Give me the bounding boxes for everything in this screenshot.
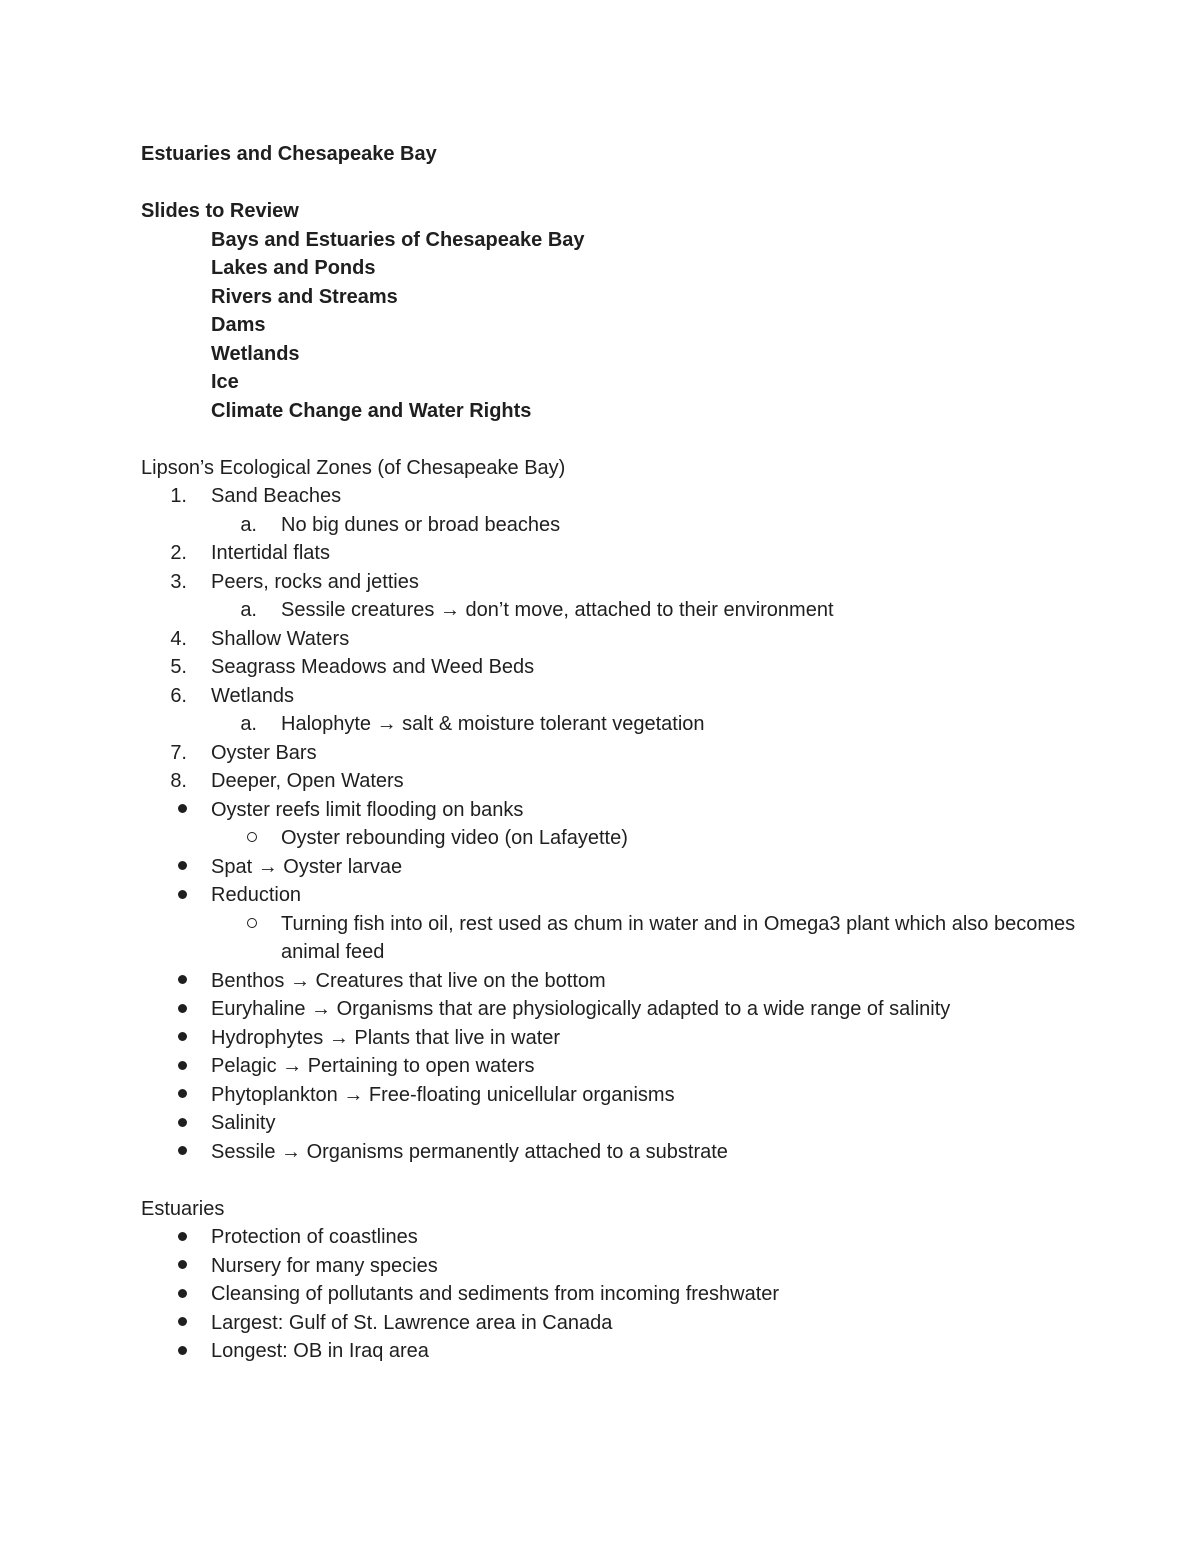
- hollow-bullet-icon: [211, 910, 269, 939]
- list-number: 5.: [170, 656, 187, 678]
- list-item-text: Oyster rebounding video (on Lafayette): [281, 827, 628, 849]
- page-title: Estuaries and Chesapeake Bay: [141, 143, 437, 165]
- zones-heading: Lipson’s Ecological Zones (of Chesapeake Bay): [141, 456, 566, 479]
- list-number: 4.: [170, 627, 187, 650]
- list-letter: a.: [240, 713, 257, 735]
- sub-list-item: [141, 710, 1200, 739]
- slide-item: Climate Change and Water Rights: [211, 399, 532, 422]
- bullet-icon: [141, 967, 199, 996]
- list-item-text: Turning fish into oil, rest used as chum in water and in Omega3 plant which also becomes animal feed: [281, 912, 1076, 963]
- list-item: [141, 682, 1200, 711]
- spacer: [141, 425, 1200, 454]
- slides-heading: Slides to Review: [141, 200, 299, 222]
- list-item: [141, 653, 1200, 682]
- list-number: 7.: [170, 741, 187, 764]
- bullet-icon: [141, 881, 199, 910]
- list-item-text: Sessile → Organisms permanently attached to a substrate: [211, 1140, 728, 1163]
- list-letter: a.: [240, 513, 257, 536]
- list-item-text: Seagrass Meadows and Weed Beds: [211, 656, 535, 678]
- bullet-icon: [141, 796, 199, 825]
- slide-item: Dams: [211, 314, 266, 336]
- bullet-icon: [141, 995, 199, 1024]
- list-item: [141, 1309, 1200, 1338]
- list-item-text: Pelagic → Pertaining to open waters: [211, 1055, 535, 1077]
- slide-item: Bays and Estuaries of Chesapeake Bay: [211, 228, 585, 251]
- list-item-text: Halophyte → salt & moisture tolerant vegetation: [281, 713, 705, 735]
- sub-list-item: [141, 596, 1200, 625]
- bullet-icon: [141, 1052, 199, 1081]
- list-item: [141, 625, 1200, 654]
- list-item-text: Wetlands: [211, 684, 295, 707]
- list-item: [141, 568, 1200, 597]
- slide-item: Ice: [211, 371, 239, 393]
- list-item-text: Nursery for many species: [211, 1254, 438, 1277]
- list-item-text: Hydrophytes → Plants that live in water: [211, 1026, 561, 1049]
- list-item: [141, 1052, 1200, 1081]
- bullet-icon: [141, 1138, 199, 1167]
- hollow-bullet-icon: [211, 824, 269, 853]
- list-item: [141, 1252, 1200, 1281]
- list-item-text: Deeper, Open Waters: [211, 770, 404, 792]
- bullet-icon: [141, 1024, 199, 1053]
- estuaries-heading: Estuaries: [141, 1197, 225, 1220]
- list-item: [141, 1081, 1200, 1110]
- list-item-text: Phytoplankton → Free-floating unicellular organisms: [211, 1083, 675, 1106]
- list-item-text: Sand Beaches: [211, 485, 342, 507]
- list-item: [141, 1280, 1200, 1309]
- list-item-text: Spat → Oyster larvae: [211, 855, 403, 878]
- bullet-icon: [141, 1109, 199, 1138]
- slide-item: Rivers and Streams: [211, 285, 398, 308]
- bullet-icon: [141, 1280, 199, 1309]
- list-item: [141, 967, 1200, 996]
- bullet-icon: [141, 1309, 199, 1338]
- list-item-text: Largest: Gulf of St. Lawrence area in Canada: [211, 1311, 613, 1334]
- list-item-text: Shallow Waters: [211, 627, 350, 650]
- sub-list-item: [141, 910, 1200, 967]
- list-item-text: Euryhaline → Organisms that are physiologically adapted to a wide range of salinity: [211, 998, 951, 1020]
- list-item-text: Salinity: [211, 1112, 276, 1134]
- list-item-text: Longest: OB in Iraq area: [211, 1340, 429, 1362]
- list-item: [141, 1109, 1200, 1138]
- list-number: 3.: [170, 570, 187, 593]
- list-number: 2.: [170, 542, 187, 564]
- list-item-text: Peers, rocks and jetties: [211, 570, 419, 593]
- list-item: [141, 1337, 1200, 1366]
- zone-bullets-list: [141, 796, 1200, 1167]
- list-item-text: Cleansing of pollutants and sediments from incoming freshwater: [211, 1283, 780, 1305]
- list-item-text: Sessile creatures → don’t move, attached to their environment: [281, 599, 834, 621]
- list-item: [141, 881, 1200, 910]
- estuaries-list: [141, 1223, 1200, 1366]
- list-item-text: Benthos → Creatures that live on the bottom: [211, 969, 606, 992]
- list-item: [141, 767, 1200, 796]
- list-number: 1.: [170, 485, 187, 507]
- list-number: 8.: [170, 770, 187, 792]
- list-item: [141, 995, 1200, 1024]
- sub-list-item: [141, 511, 1200, 540]
- list-item-text: No big dunes or broad beaches: [281, 513, 561, 536]
- list-item: [141, 1024, 1200, 1053]
- zones-list: [141, 482, 1200, 796]
- sub-list-item: [141, 824, 1200, 853]
- list-item-text: Protection of coastlines: [211, 1226, 418, 1248]
- bullet-icon: [141, 853, 199, 882]
- list-letter: a.: [240, 599, 257, 621]
- list-item: [141, 853, 1200, 882]
- list-item: [141, 539, 1200, 568]
- slide-item: Wetlands: [211, 342, 300, 365]
- bullet-icon: [141, 1081, 199, 1110]
- list-number: 6.: [170, 684, 187, 707]
- bullet-icon: [141, 1223, 199, 1252]
- bullet-icon: [141, 1252, 199, 1281]
- list-item: [141, 482, 1200, 511]
- list-item-text: Intertidal flats: [211, 542, 330, 564]
- list-item: [141, 1223, 1200, 1252]
- list-item: [141, 739, 1200, 768]
- list-item-text: Oyster reefs limit flooding on banks: [211, 798, 524, 821]
- slide-item: Lakes and Ponds: [211, 257, 376, 279]
- slides-list: [141, 226, 1200, 426]
- list-item-text: Reduction: [211, 884, 302, 906]
- spacer: [141, 1166, 1200, 1195]
- spacer: [141, 169, 1200, 198]
- list-item: [141, 796, 1200, 825]
- list-item-text: Oyster Bars: [211, 741, 317, 764]
- list-item: [141, 1138, 1200, 1167]
- bullet-icon: [141, 1337, 199, 1366]
